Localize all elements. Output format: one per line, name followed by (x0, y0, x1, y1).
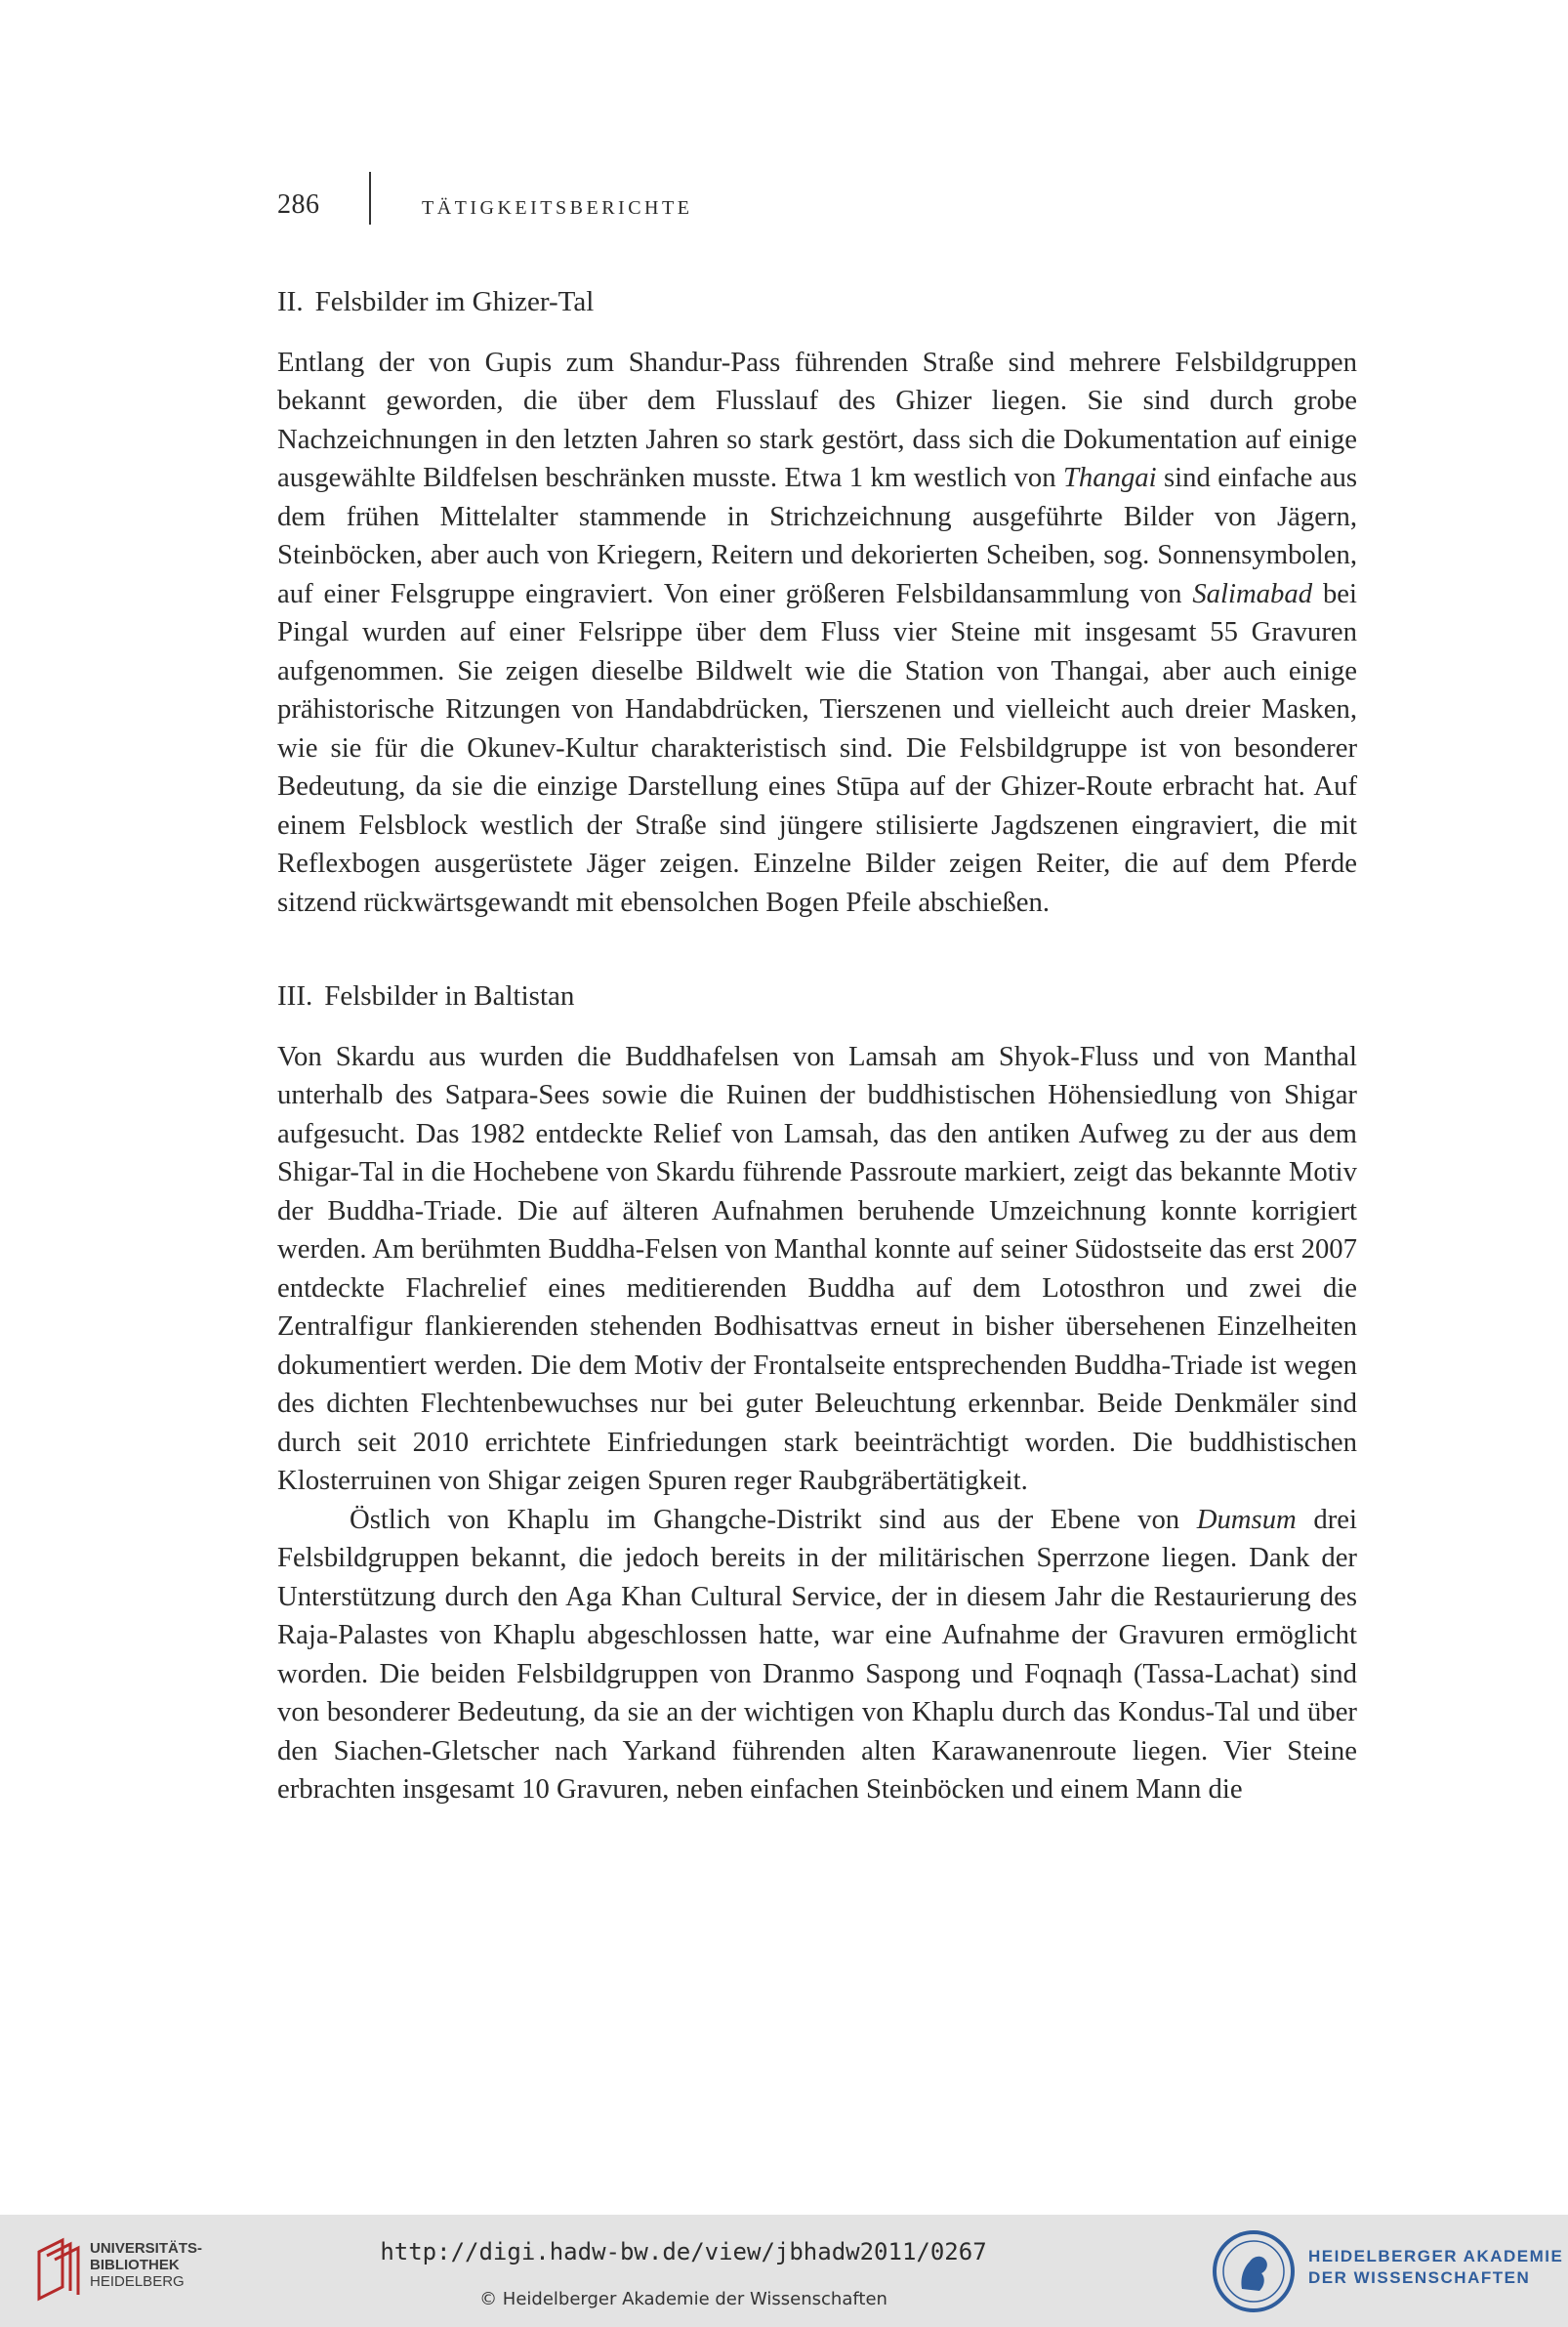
permalink-url[interactable] (0, 2238, 1367, 2265)
section-title: Felsbilder im Ghizer-Tal (314, 286, 595, 317)
ub-line-2: BIBLIOTHEK (90, 2257, 180, 2273)
text-run: bei Pingal wurden auf einer Felsrippe über dem Fluss vier Steine mit insgesamt 55 Gravuren aufgenommen. Sie zeigen dieselbe Bildwelt wie die Station von Thangai, aber auch einige prähistorische Ritzungen von Handabdrücken, Tierszenen und vielleicht auch dreier Masken, wie sie für die Okunev-Kultur charakteristisch sind. Die Felsbildgruppe ist von besonderer Bedeutung, da sie die einzige Darstellung eines Stūpa auf der Ghizer-Route erbracht hat. Auf einem Felsblock westlich der Straße sind jüngere stilisierte Jagdszenen eingraviert, die mit Reflexbogen ausgerüstete Jäger zeigen. Einzelne Bilder zeigen Reiter, die auf dem Pferde sitzend rückwärtsgewandt mit ebensolchen Bogen Pfeile abschießen. (277, 577, 1357, 918)
section-number: III. (277, 980, 313, 1012)
section-heading-baltistan (277, 977, 1357, 1017)
page-number: 286 (277, 189, 320, 220)
header-divider (369, 172, 371, 225)
text-run: Entlang der von Gupis zum Shandur-Pass führenden Straße sind mehrere Felsbildgruppen bekannt geworden, die über dem Flusslauf des Ghizer liegen. Sie sind durch grobe Nachzeichnungen in den letzten Jahren so stark gestört, dass sich die Dokumentation auf einige ausgewählte Bildfelsen beschränken musste. Etwa 1 km westlich von (277, 346, 1357, 493)
academy-seal-icon (1211, 2228, 1297, 2314)
text-run: sind einfache aus dem frühen Mittelalter stammende in Strichzeichnung ausgeführte Bilder von Jägern, Steinböcken, aber auch von Kriegern, Reitern und dekorierten Scheiben, sog. Sonnensymbolen, auf einer Felsgruppe eingraviert. Von einer größeren Felsbildansammlung von (277, 462, 1357, 609)
copyright-notice: © Heidelberger Akademie der Wissenschaften (479, 2289, 887, 2309)
place-name-thangai: Thangai (1062, 462, 1157, 493)
paragraph-ghizer (277, 344, 1357, 923)
section-number: II. (277, 286, 304, 317)
place-name-dumsum: Dumsum (1196, 1503, 1297, 1535)
academy-line-2: DER WISSENSCHAFTEN (1308, 2268, 1531, 2287)
academy-line-1: HEIDELBERGER AKADEMIE (1308, 2247, 1564, 2265)
section-spacer (277, 922, 1357, 977)
paragraph-baltistan-2 (277, 1501, 1357, 1809)
paragraph-baltistan-1: Von Skardu aus wurden die Buddhafelsen von Lamsah am Shyok-Fluss und von Manthal unterhalb des Satpara-Sees sowie die Ruinen der buddhistischen Höhensiedlung von Shigar aufgesucht. Das 1982 entdeckte Relief von Lamsah, das den antiken Aufweg zu der aus dem Shigar-Tal in die Hochebene von Skardu führende Passroute markiert, zeigt das bekannte Motiv der Buddha-Triade. Die auf älteren Aufnahmen beruhende Umzeichnung konnte korrigiert werden. Am berühmten Buddha-Felsen von Manthal konnte auf seiner Südostseite das erst 2007 entdeckte Flachrelief eines meditierenden Buddha auf dem Lotosthron und zwei die Zentralfigur flankierenden stehenden Bodhisattvas erneut in bisher übersehenen Einzelheiten dokumentiert werden. Die dem Motiv der Frontalseite entsprechenden Buddha-Triade ist wegen des dichten Flechtenbewuchses nur bei guter Beleuchtung erkennbar. Beide Denkmäler sind durch seit 2010 errichtete Einfriedungen stark beeinträchtigt worden. Die buddhistischen Klosterruinen von Shigar zeigen Spuren reger Raubgräbertätigkeit. (277, 1040, 1357, 1496)
page-header (277, 186, 1351, 229)
academy-name (1308, 2246, 1563, 2289)
text-run: drei Felsbildgruppen bekannt, die jedoch bereits in der militärischen Sperrzone liegen. Dank der Unterstützung durch den Aga Khan Cultural Service, der in diesem Jahr die Restaurierung des Raja-Palastes von Khaplu abgeschlossen hatte, war eine Aufnahme der Gravuren ermöglicht worden. Die beiden Felsbildgruppen von Dranmo Saspong und Foqnaqh (Tassa-Lachat) sind von besonderer Bedeutung, da sie an der wichtigen von Khaplu durch das Kondus-Tal und über den Siachen-Gletscher nach Yarkand führenden alten Karawanenroute liegen. Vier Steine erbrachten insgesamt 10 Gravuren, neben einfachen Steinböcken und einem Mann die (277, 1503, 1357, 1805)
section-heading-ghizer (277, 283, 1357, 322)
section-title: Felsbilder in Baltistan (324, 980, 575, 1012)
place-name-salimabad: Salimabad (1192, 577, 1313, 609)
digitization-footer (0, 2215, 1568, 2327)
text-run: Östlich von Khaplu im Ghangche-Distrikt sind aus der Ebene von (350, 1503, 1197, 1535)
running-head: TÄTIGKEITSBERICHTE (422, 197, 693, 219)
ub-line-3: HEIDELBERG (90, 2273, 185, 2290)
page-body (277, 283, 1357, 1809)
ub-line-1: UNIVERSITÄTS- (90, 2240, 203, 2257)
permalink-url-text[interactable]: http://digi.hadw-bw.de/view/jbhadw2011/0267 (380, 2238, 987, 2265)
